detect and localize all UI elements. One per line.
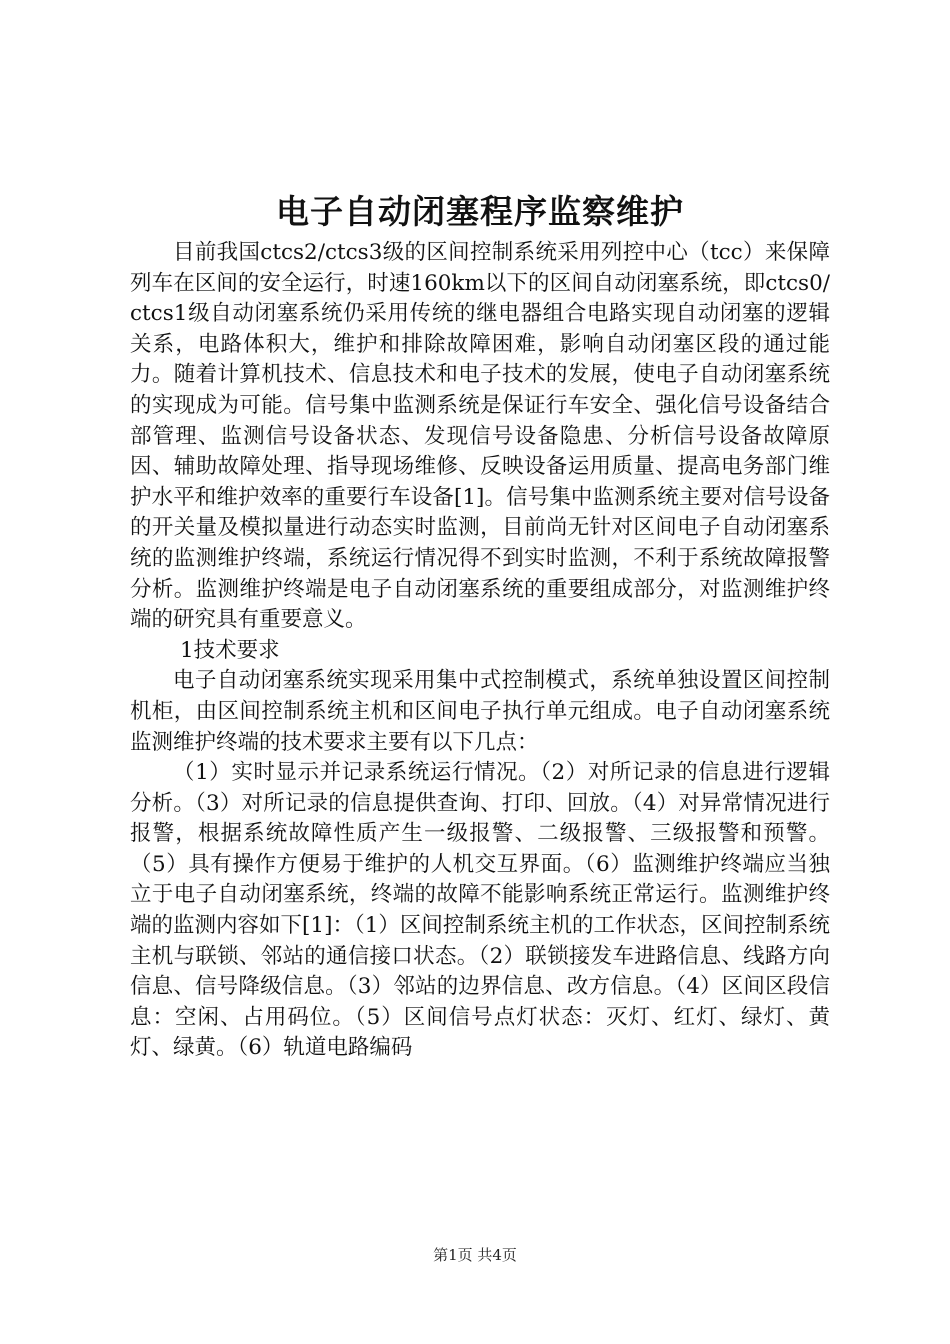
section-heading: 1技术要求 — [180, 637, 280, 663]
document-body — [130, 238, 830, 1064]
paragraph-requirement-list: （1）实时显示并记录系统运行情况。（2）对所记录的信息进行逻辑分析。（3）对所记录的信息提供查询、打印、回放。（4）对异常情况进行报警，根据系统故障性质产生一级报警、二级报警、三级报警和预警。（5）具有操作方便易于维护的人机交互界面。（6）监测维护终端应当独立于电子自动闭塞系统，终端的故障不能影响系统正常运行。监测维护终端的监测内容如下[1]：（1）区间控制系统主机的工作状态，区间控制系统主机与联锁、邻站的通信接口状态。（2）联锁接发车进路信息、线路方向信息、信号降级信息。（3）邻站的边界信息、改方信息。（4）区间区段信息：空闲、占用码位。（5）区间信号点灯状态：灭灯、红灯、绿灯、黄灯、绿黄。（6）轨道电路编码 — [130, 760, 830, 1061]
paragraph-requirements: 电子自动闭塞系统实现采用集中式控制模式，系统单独设置区间控制机柜，由区间控制系统主机和区间电子执行单元组成。电子自动闭塞系统监测维护终端的技术要求主要有以下几点： — [130, 668, 830, 755]
page-footer: 第1页 共4页 — [433, 1246, 517, 1264]
paragraph-intro: 目前我国ctcs2/ctcs3级的区间控制系统采用列控中心（tcc）来保障列车在区间的安全运行，时速160km以下的区间自动闭塞系统，即ctcs0/ctcs1级自动闭塞系统仍采用传统的继电器组合电路实现自动闭塞的逻辑关系，电路体积大，维护和排除故障困难，影响自动闭塞区段的通过能力。随着计算机技术、信息技术和电子技术的发展，使电子自动闭塞系统的实现成为可能。信号集中监测系统是保证行车安全、强化信号设备结合部管理、监测信号设备状态、发现信号设备隐患、分析信号设备故障原因、辅助故障处理、指导现场维修、反映设备运用质量、提高电务部门维护水平和维护效率的重要行车设备[1]。信号集中监测系统主要对信号设备的开关量及模拟量进行动态实时监测，目前尚无针对区间电子自动闭塞系统的监测维护终端，系统运行情况得不到实时监测，不利于系统故障报警分析。监测维护终端是电子自动闭塞系统的重要组成部分，对监测维护终端的研究具有重要意义。 — [130, 240, 830, 633]
document-title: 电子自动闭塞程序监察维护 — [276, 192, 684, 231]
